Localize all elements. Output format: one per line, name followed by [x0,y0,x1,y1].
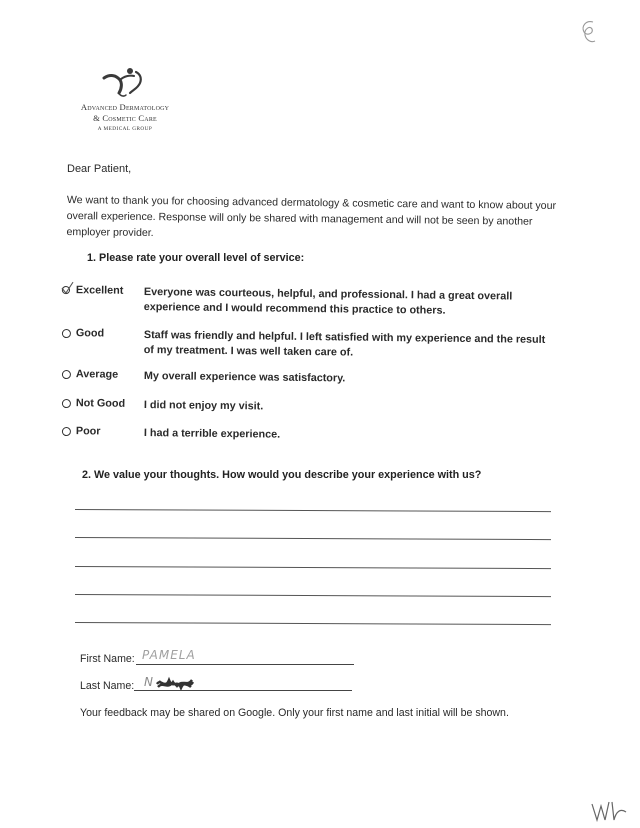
radio-circle-icon[interactable] [62,399,71,408]
rating-option-not-good[interactable] [62,397,582,413]
salutation: Dear Patient, [67,163,132,175]
logo-line-2: & Cosmetic Care [93,113,157,123]
option-description: My overall experience was satisfactory. [143,370,346,385]
answer-line[interactable] [75,622,551,625]
rating-option-poor[interactable] [62,425,582,441]
rating-option-excellent[interactable] [62,284,582,317]
option-label: Poor [75,425,101,438]
logo-icon [100,66,146,100]
option-label: Not Good [75,397,126,410]
answer-line[interactable] [75,566,551,569]
option-label: Average [75,368,119,381]
option-description: I did not enjoy my visit. [143,399,264,413]
option-label: Excellent [75,284,124,297]
answer-line[interactable] [75,537,551,540]
last-name-label: Last Name: [80,680,135,692]
logo-wordmark [60,102,190,132]
question-1: 1. Please rate your overall level of service: [87,252,305,264]
intro-paragraph: We want to thank you for choosing advanced dermatology & cosmetic care and want to know about your overall experience. Response will only be shared with management and will not be seen by another employer provider. [66,193,557,240]
first-name-underline [136,664,354,665]
rating-option-average[interactable] [62,368,582,385]
radio-circle-icon[interactable] [62,427,71,436]
option-description: Staff was friendly and helpful. I left satisfied with my experience and the result of my treatment. I was well taken care of. [143,329,546,359]
check-mark-icon [60,281,76,297]
signature-initials [590,798,630,824]
last-name-underline [134,690,352,691]
answer-line[interactable] [75,594,551,597]
answer-line[interactable] [75,509,551,512]
radio-circle-icon[interactable] [62,370,71,379]
first-name-label: First Name: [80,653,135,665]
option-description: Everyone was courteous, helpful, and professional. I had a great overall experience and I would recommend this practice to others. [143,286,513,317]
last-name-field[interactable]: N [144,675,153,689]
option-description: I had a terrible experience. [143,427,281,441]
question-2: 2. We value your thoughts. How would you describe your experience with us? [82,469,482,481]
google-feedback-note: Your feedback may be shared on Google. Only your first name and last initial will be shown. [80,707,509,719]
logo-line-1: Advanced Dermatology [80,102,170,112]
logo-line-3: A MEDICAL GROUP [97,126,153,132]
option-label: Good [75,327,105,340]
first-name-field[interactable]: PAMELA [142,648,196,662]
radio-circle-icon[interactable] [62,329,71,338]
handwritten-corner-mark [576,18,602,48]
rating-option-good[interactable] [62,327,582,359]
